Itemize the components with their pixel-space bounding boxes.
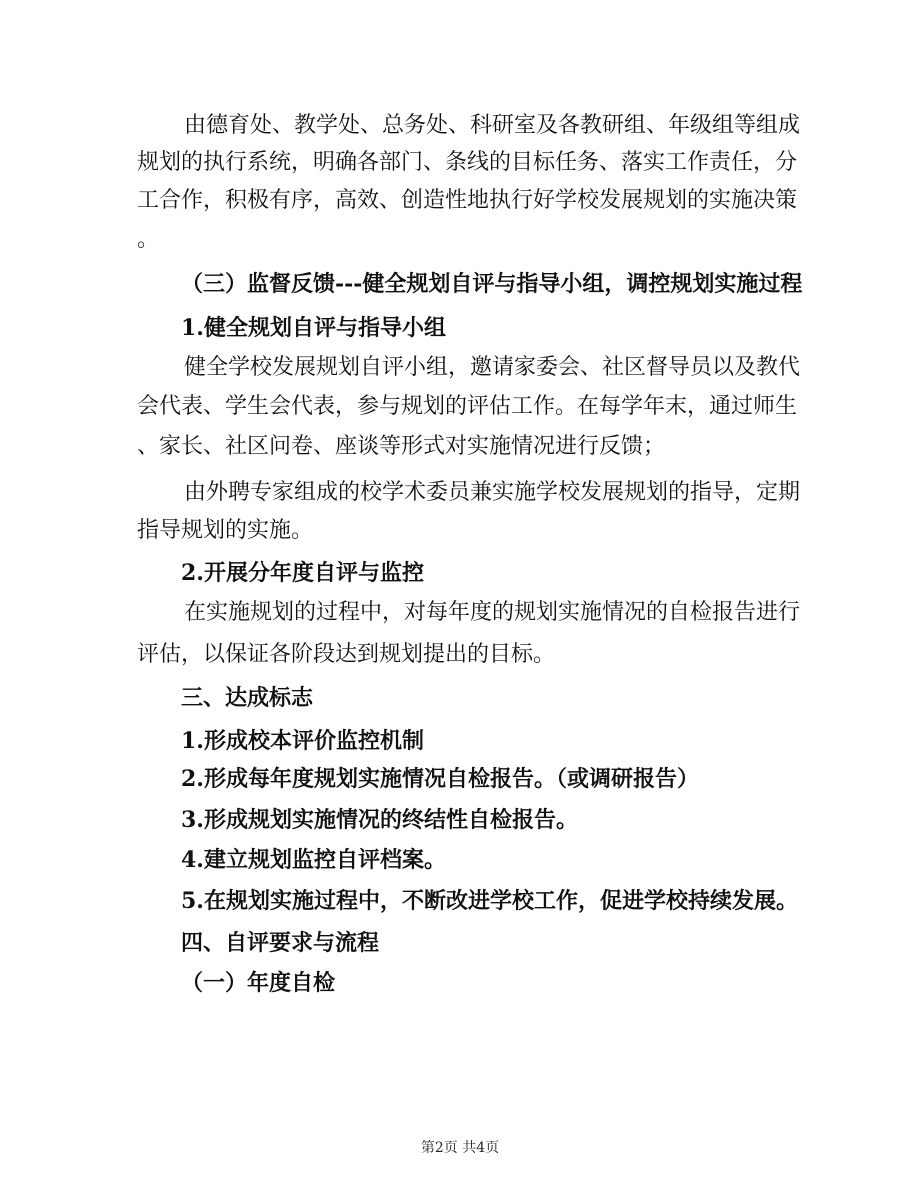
paragraph-line: 指导规划的实施。 [137,518,314,543]
section-heading: （三）监督反馈---健全规划自评与指导小组，调控规划实施过程 [181,271,803,297]
subsection-heading: （一）年度自检 [181,970,336,996]
paragraph-line: 健全学校发展规划自评小组，邀请家委会、社区督导员以及教代 [184,355,801,380]
paragraph-line: 由德育处、教学处、总务处、科研室及各教研组、年级组等组成 [184,113,801,138]
page-number-footer: 第2页 共4页 [420,1140,500,1156]
list-item: 3.形成规划实施情况的终结性自检报告。 [181,807,578,833]
subsection-heading: 2.开展分年度自评与监控 [181,560,424,586]
subsection-heading: 1.健全规划自评与指导小组 [181,315,446,341]
paragraph-line: 会代表、学生会代表，参与规划的评估工作。在每学年末，通过师生 [137,394,798,419]
section-heading: 三、达成标志 [181,685,314,711]
paragraph-line: 在实施规划的过程中，对每年度的规划实施情况的自检报告进行 [184,600,801,625]
paragraph-line: 评估，以保证各阶段达到规划提出的目标。 [137,642,556,667]
list-item: 4.建立规划监控自评档案。 [181,847,446,873]
paragraph-line: 。 [137,227,160,252]
paragraph-line: 规划的执行系统，明确各部门、条线的目标任务、落实工作责任，分 [137,150,798,175]
paragraph-line: 、家长、社区问卷、座谈等形式对实施情况进行反馈； [137,434,666,459]
paragraph-line: 由外聘专家组成的校学术委员兼实施学校发展规划的指导，定期 [184,480,801,505]
section-heading: 四、自评要求与流程 [181,930,380,956]
list-item: 2.形成每年度规划实施情况自检报告。（或调研报告） [181,766,699,792]
paragraph-line: 工合作，积极有序，高效、创造性地执行好学校发展规划的实施决策 [137,188,798,213]
list-item: 1.形成校本评价监控机制 [181,728,424,754]
list-item: 5.在规划实施过程中，不断改进学校工作，促进学校持续发展。 [181,888,798,914]
